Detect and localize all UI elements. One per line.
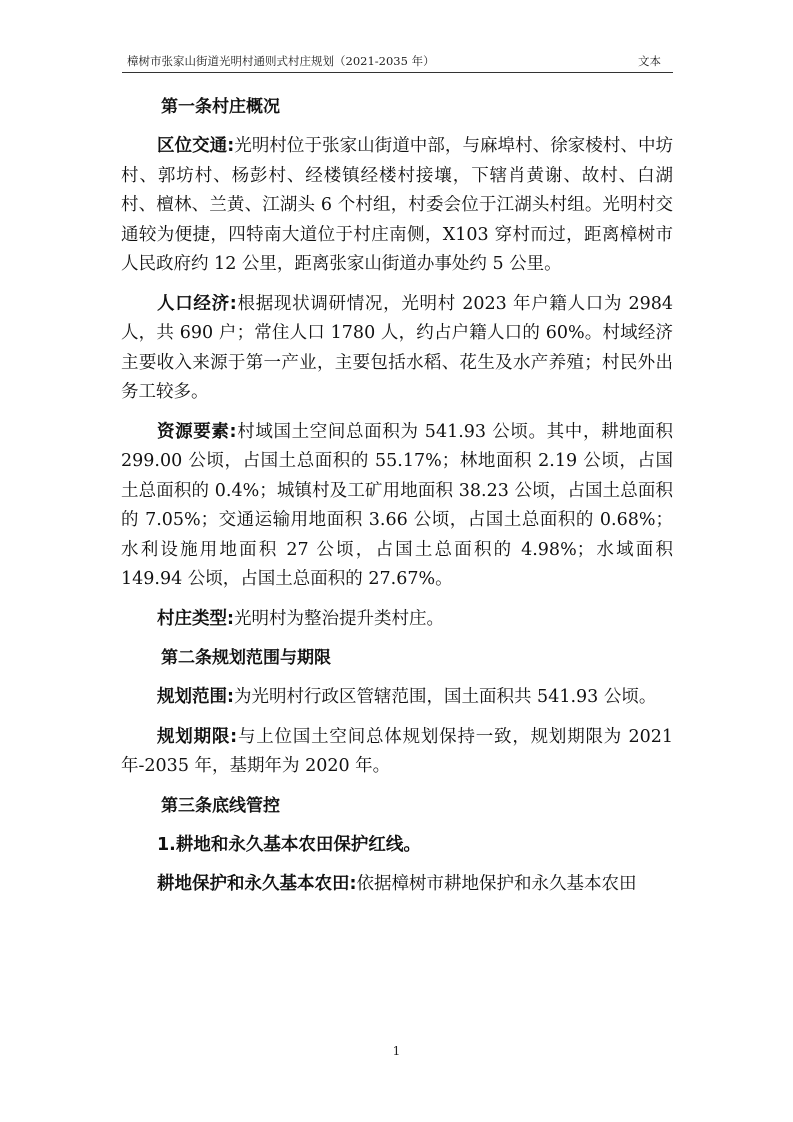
paragraph: [121, 870, 673, 900]
paragraph-text: 光明村位于张家山街道中部，与麻埠村、徐家棱村、中坊村、郭坊村、杨彭村、经楼镇经楼村接壤，下辖肖黄谢、故村、白湖村、檀林、兰黄、江湖头 6 个村组，村委会位于江湖头村组。光明村交通较为便捷，四特南大道位于村庄南侧，X103 穿村而过，距离樟树市人民政府约 12 公里，距离张家山街道办事处约 5 公里。: [121, 136, 674, 274]
paragraph-text: 依据樟树市耕地保护和永久基本农田: [356, 874, 637, 894]
paragraph-lead: 人口经济:: [157, 293, 237, 314]
paragraph-text: 根据现状调研情况，光明村 2023 年户籍人口为 2984 人，共 690 户；常住人口 1780 人，约占户籍人口的 60%。村域经济主要收入来源于第一产业，主要包括水稻、花生及水产养殖；村民外出务工较多。: [121, 293, 674, 402]
section-heading: 第二条规划范围与期限: [161, 648, 331, 668]
paragraph-lead: 区位交通:: [157, 136, 235, 156]
paragraph: [121, 723, 673, 782]
document-section-tag: 文本: [638, 54, 661, 68]
paragraph: [121, 290, 673, 408]
paragraph-text: 光明村为整治提升类村庄。: [234, 608, 444, 629]
paragraph-text: 村域国土空间总面积为 541.93 公顷。其中，耕地面积 299.00 公顷，占国土总面积的 55.17%；林地面积 2.19 公顷，占国土总面积的 0.4%；城镇村及工矿用地面积 38.23 公顷，占国土总面积的 7.05%；交通运输用地面积 3.66 公顷，占国土总面积的 0.68%；水利设施用地面积 27 公顷，占国土总面积的 4.98%；水域面积 149.94 公顷，占国土总面积的 27.67%。: [121, 421, 673, 589]
paragraph-lead: 规划范围:: [157, 687, 234, 707]
paragraph: [121, 683, 673, 713]
paragraph-lead: 资源要素:: [157, 421, 237, 442]
header-divider: [122, 72, 673, 73]
document-title: 樟树市张家山街道光明村通则式村庄规划（2021-2035 年）: [127, 54, 435, 68]
paragraph-lead: 耕地保护和永久基本农田:: [157, 874, 357, 894]
paragraph-lead: 规划期限:: [157, 726, 238, 747]
page-number: 1: [392, 1044, 401, 1058]
paragraph: [121, 831, 673, 861]
page-body: [121, 93, 673, 910]
section-heading: 第三条底线管控: [161, 795, 280, 816]
paragraph-lead: 村庄类型:: [157, 608, 234, 629]
paragraph: [121, 605, 673, 635]
paragraph-lead: 1.耕地和永久基本农田保护红线。: [157, 834, 421, 855]
paragraph: [121, 418, 673, 595]
running-header: [127, 52, 673, 70]
paragraph-text: 与上位国土空间总体规划保持一致，规划期限为 2021 年-2035 年，基期年为 2020 年。: [121, 726, 673, 776]
section-heading: 第一条村庄概况: [161, 97, 280, 117]
paragraph: [121, 132, 673, 280]
paragraph-text: 为光明村行政区管辖范围，国土面积共 541.93 公顷。: [234, 687, 657, 707]
